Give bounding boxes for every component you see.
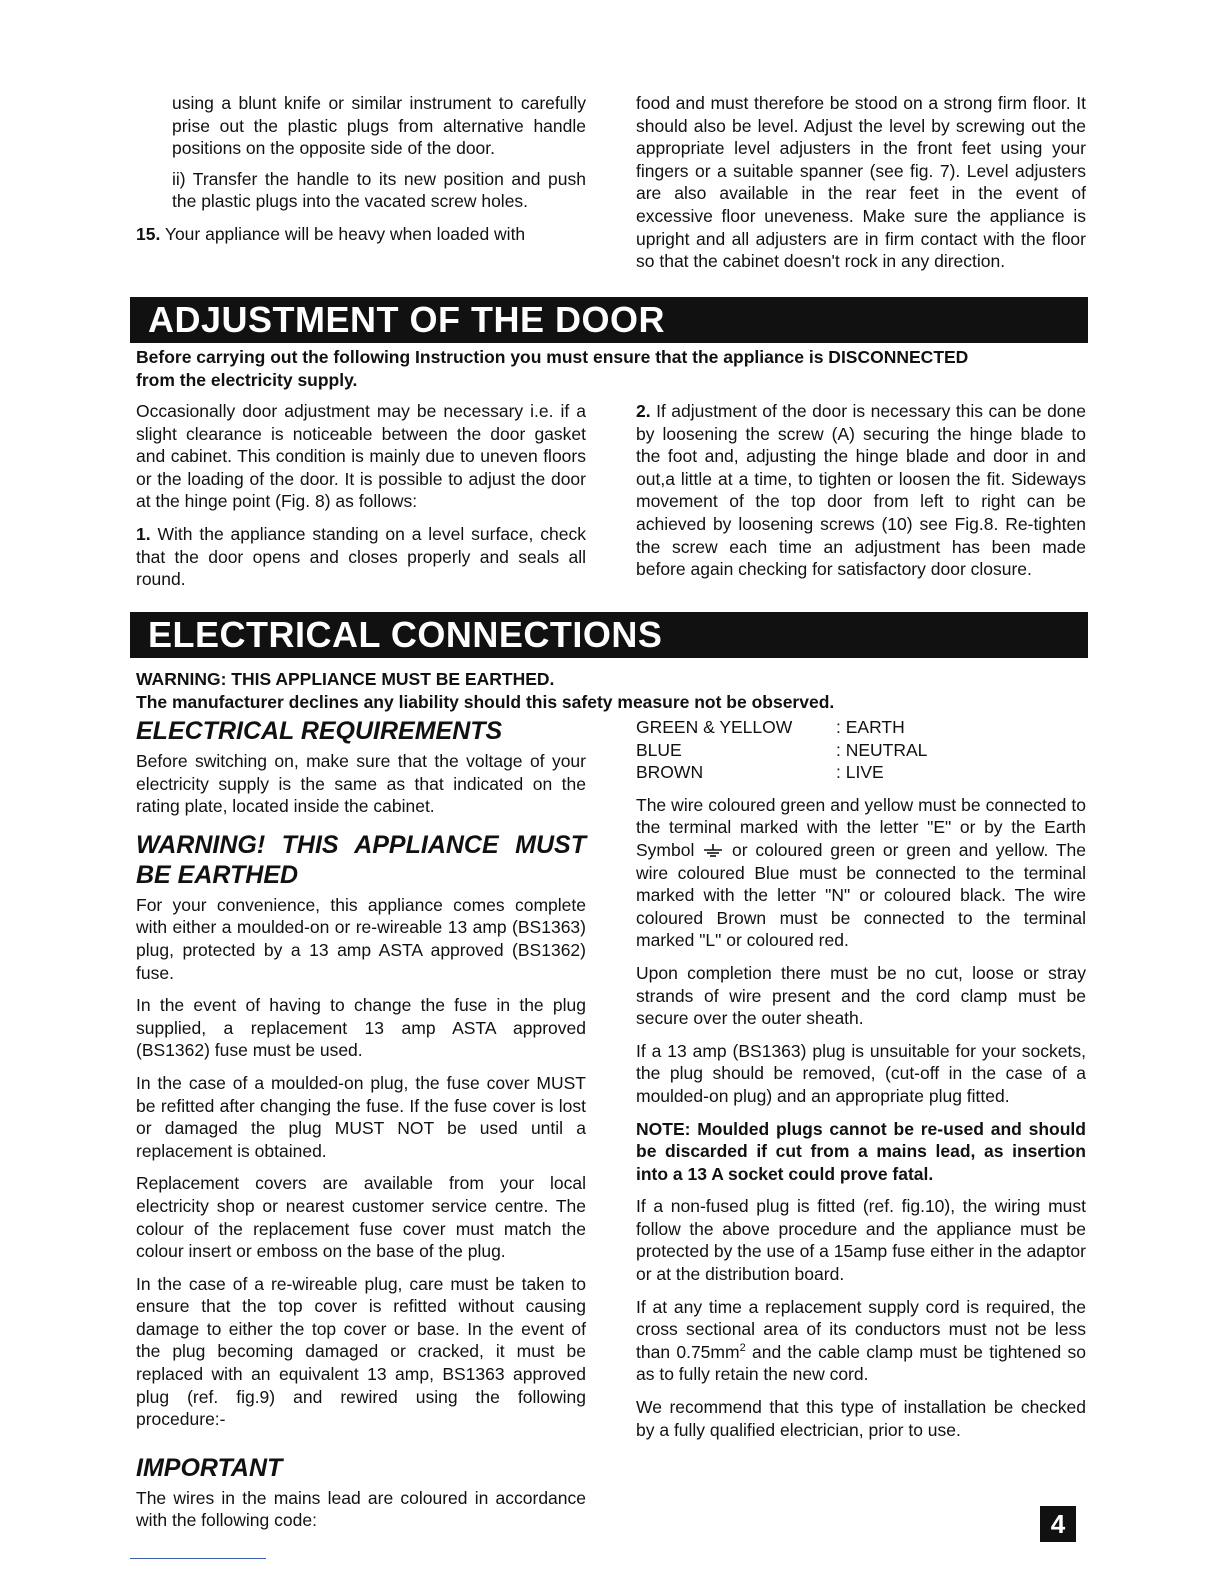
wire-code-row [636,761,927,784]
top-left-para1: using a blunt knife or similar instrument to carefully prise out the plastic plugs from alternative handle positions on the opposite side of the door. [172,93,586,159]
footer-rule [130,1558,266,1559]
electrical-right-column [636,716,1086,1441]
earthed-warning-heading: WARNING! THIS APPLIANCE MUST BE EARTHED [136,830,586,889]
top-left-column [136,92,586,246]
electrical-right-p5a: If at any time a replacement supply cord is required, the cross sectional area of its conductors must not be less than 0.75mm [636,1296,1086,1362]
door-left-column [136,400,586,591]
important-heading: IMPORTANT [136,1453,283,1482]
door-item-2-text: If adjustment of the door is necessary this can be done by loosening the screw (A) securing the hinge blade to the foot and, adjusting the hinge blade and door in and out,a little at a time, to tighten or loosen the fit. Sideways movement of the top door from left to right can be achieved by loosening screws (10) see Fig.8. Re-tighten the screw each time an adjustment has been made before again checking for satisfactory door closure. [636,401,1086,580]
earth-symbol-icon [702,841,724,855]
top-right-para: food and must therefore be stood on a strong firm floor. It should also be level. Adjust the level by screwing out the appropriate level adjusters in the front feet using your fingers or a suitable spanner (see fig. 7). Level adjusters are also available in the rear feet in the event of excessive floor uneveness. Make sure the appliance is upright and all adjusters are in firm contact with the floor so that the cabinet doesn't rock in any direction. [636,93,1086,272]
door-warning-line1: Before carrying out the following Instruction you must ensure that the appliance is DISCONNECTED [136,347,969,367]
electrical-right-p5b: and the cable clamp must be tightened so as to fully retain the new cord. [636,1341,1086,1385]
electrical-right-p1b: or coloured green or green and yellow. The wire coloured Blue must be connected to the terminal marked with the letter "N" or coloured black. The wire coloured Brown must be connected to the terminal marked "L" or coloured red. [636,839,1086,951]
electrical-warning-line1: WARNING: THIS APPLIANCE MUST BE EARTHED. [136,669,555,689]
top-right-column [636,92,1086,273]
page-number: 4 [1040,1506,1076,1542]
electrical-left-p7: The wires in the mains lead are coloured in accordance with the following code: [136,1487,586,1531]
superscript-2: 2 [739,1342,746,1355]
wire-code-row [636,739,927,762]
door-left-para: Occasionally door adjustment may be necessary i.e. if a slight clearance is noticeable between the door gasket and cabinet. This condition is mainly due to uneven floors or the loading of the door. It is possible to adjust the door at the hinge point (Fig. 8) as follows: [136,401,586,512]
electrical-requirements-heading: ELECTRICAL REQUIREMENTS [136,717,503,745]
wire-meaning: : LIVE [836,762,884,783]
door-item-1-text: With the appliance standing on a level surface, check that the door opens and closes properly and seals all round. [136,523,586,590]
wire-colour: BROWN [636,762,704,783]
door-item-1 [136,523,586,591]
door-warning-line2: from the electricity supply. [136,370,358,390]
top-left-para2: ii) Transfer the handle to its new position and push the plastic plugs into the vacated screw holes. [172,168,586,212]
electrical-left-p4: In the case of a moulded-on plug, the fuse cover MUST be refitted after changing the fuse. If the fuse cover is lost or damaged the plug MUST NOT be used until a replacement is obtained. [136,1072,586,1161]
wire-colour: GREEN & YELLOW [636,717,793,737]
electrical-right-p4: If a non-fused plug is fitted (ref. fig.10), the wiring must follow the above procedure and the appliance must be protected by the use of a 15amp fuse either in the adaptor or at the distribution board. [636,1196,1086,1285]
wire-code-row [636,716,927,739]
electrical-right-p1 [636,794,1086,952]
wire-meaning: : NEUTRAL [836,739,928,760]
wire-meaning: : EARTH [836,717,905,737]
electrical-right-p1a: The wire coloured green and yellow must be connected to the terminal marked with the letter "E" or by the Earth Symbol [636,794,1086,860]
item-15-text: Your appliance will be heavy when loaded with [164,223,526,244]
wire-colour: BLUE [636,739,682,760]
electrical-left-p1: Before switching on, make sure that the voltage of your electricity supply is the same as that indicated on the rating plate, located inside the cabinet. [136,751,586,817]
electrical-right-p3: If a 13 amp (BS1363) plug is unsuitable for your sockets, the plug should be removed, (cut-off in the case of a moulded-on plug) and an appropriate plug fitted. [636,1040,1086,1106]
door-item-1-number: 1. [136,523,151,544]
electrical-right-p6: We recommend that this type of installation be checked by a fully qualified electrician, prior to use. [636,1397,1086,1440]
electrical-left-p2: For your convenience, this appliance comes complete with either a moulded-on or re-wireable 13 amp (BS1363) plug, protected by a 13 amp ASTA approved (BS1362) fuse. [136,894,586,983]
electrical-left-column [136,716,586,1532]
electrical-section-heading: ELECTRICAL CONNECTIONS [130,612,1088,658]
door-section-heading: ADJUSTMENT OF THE DOOR [130,297,1088,343]
wire-colour-code-table [636,716,927,784]
electrical-right-p5 [636,1296,1086,1386]
electrical-left-p5: Replacement covers are available from your local electricity shop or nearest customer service centre. The colour of the replacement fuse cover must match the colour insert or emboss on the base of the plug. [136,1173,586,1262]
door-item-2-number: 2. [636,401,651,421]
electrical-warning-line2: The manufacturer declines any liability should this safety measure not be observed. [136,692,835,712]
electrical-left-p6: In the case of a re-wireable plug, care must be taken to ensure that the top cover is refitted without causing damage to either the top cover or base. In the event of the plug becoming damaged or cracked, it must be replaced with an equivalent 13 amp, BS1363 approved plug (ref. fig.9) and rewired using the following procedure:- [136,1273,586,1430]
door-right-column [636,400,1086,581]
item-15-number: 15. [136,223,161,244]
electrical-right-p2: Upon completion there must be no cut, loose or stray strands of wire present and the cord clamp must be secure over the outer sheath. [636,962,1086,1029]
electrical-left-p3: In the event of having to change the fuse in the plug supplied, a replacement 13 amp ASTA approved (BS1362) fuse must be used. [136,995,586,1061]
door-item-2 [636,400,1086,581]
item-15 [136,223,586,246]
moulded-plug-note: NOTE: Moulded plugs cannot be re-used and should be discarded if cut from a mains lead, as insertion into a 13 A socket could prove fatal. [636,1118,1086,1184]
